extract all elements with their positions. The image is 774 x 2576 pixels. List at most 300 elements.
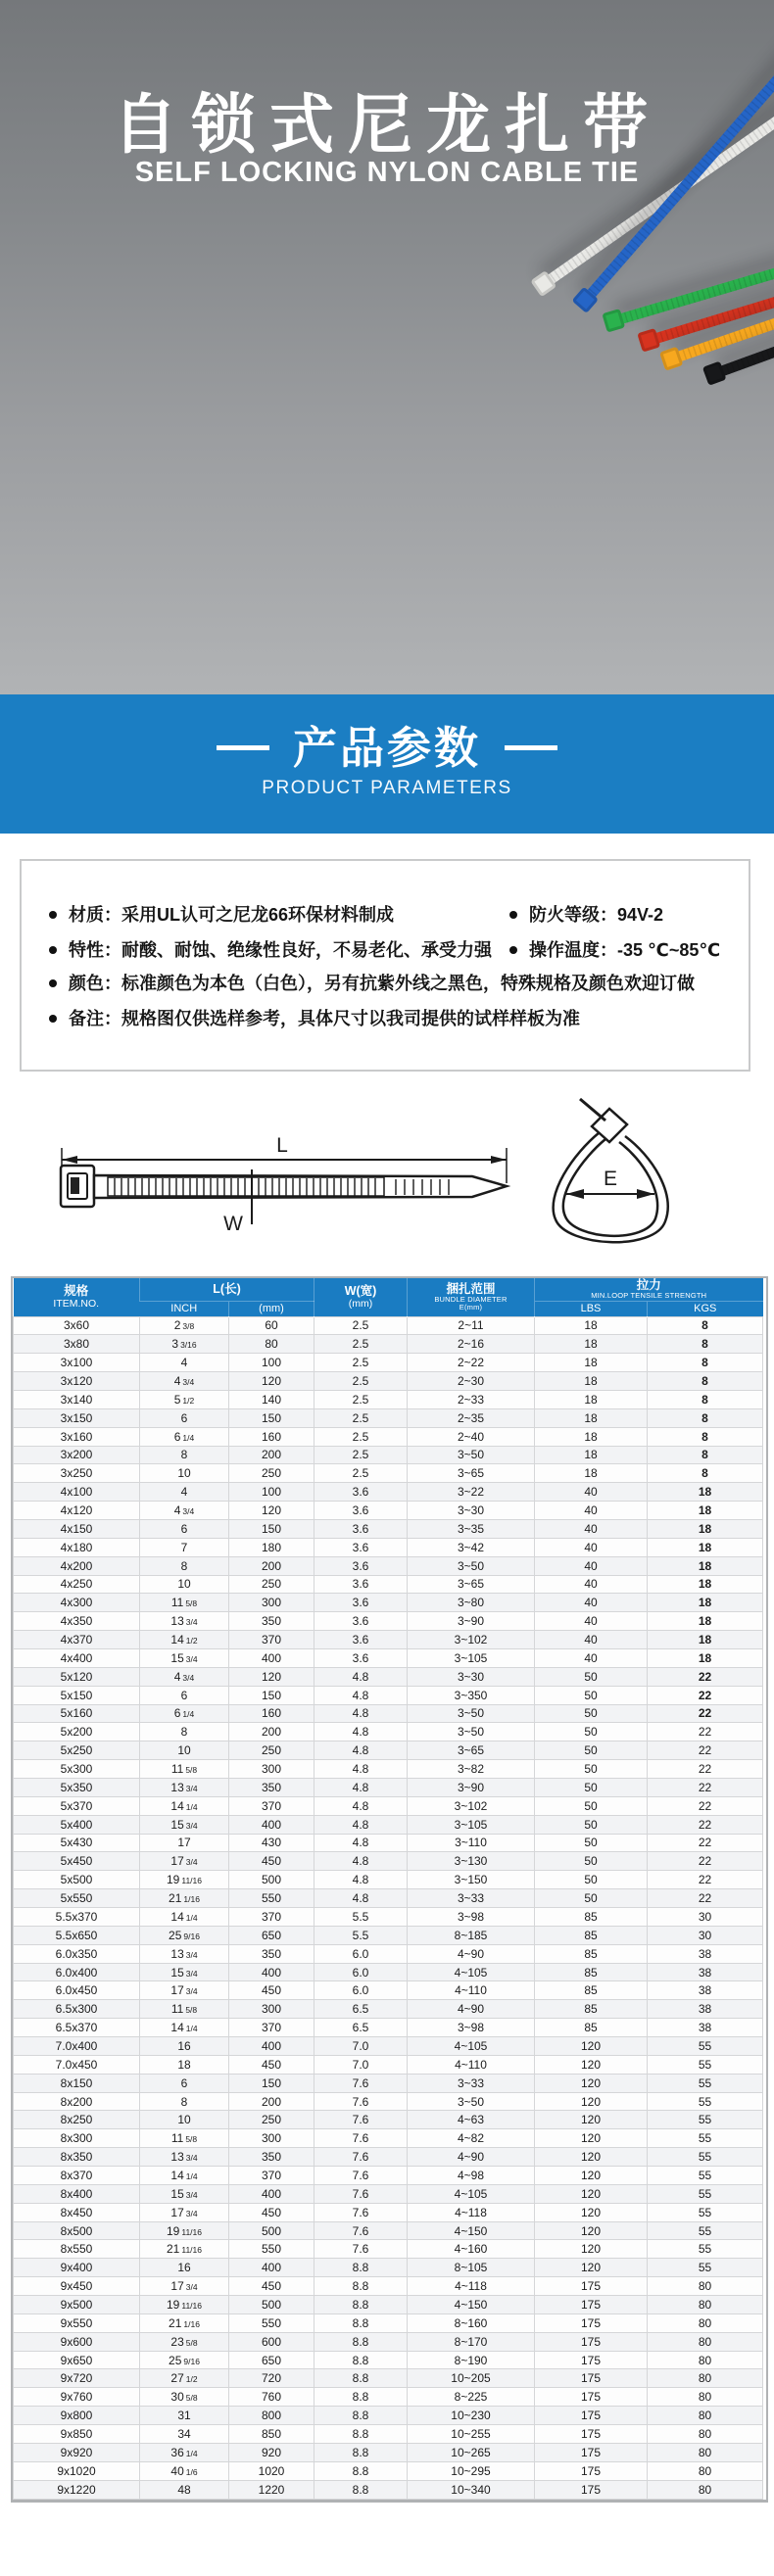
item-no-cell: 9x400 <box>14 2259 140 2277</box>
table-cell: 22 <box>648 1741 763 1760</box>
table-cell: 21 1/16 <box>140 2314 229 2332</box>
table-cell: 22 <box>648 1667 763 1686</box>
table-row <box>14 1834 763 1852</box>
table-row <box>14 2351 763 2369</box>
table-cell: 4~105 <box>408 2184 535 2203</box>
table-cell: 10~295 <box>408 2461 535 2480</box>
table-cell: 4.8 <box>314 1796 408 1815</box>
spec-table <box>13 1278 763 2500</box>
table-cell: 18 <box>535 1372 648 1391</box>
table-cell: 175 <box>535 2443 648 2461</box>
table-cell: 160 <box>229 1704 314 1723</box>
table-cell: 8.8 <box>314 2369 408 2388</box>
table-cell: 6.0 <box>314 1963 408 1981</box>
table-cell: 3.6 <box>314 1483 408 1502</box>
table-cell: 2~30 <box>408 1372 535 1391</box>
table-cell: 150 <box>229 1408 314 1427</box>
table-cell: 550 <box>229 1889 314 1908</box>
item-no-cell: 5x120 <box>14 1667 140 1686</box>
table-cell: 22 <box>648 1778 763 1796</box>
table-cell: 50 <box>535 1686 648 1704</box>
table-cell: 850 <box>229 2425 314 2444</box>
item-no-cell: 8x450 <box>14 2203 140 2221</box>
table-cell: 450 <box>229 2277 314 2296</box>
table-cell: 3~35 <box>408 1519 535 1538</box>
table-cell: 7.6 <box>314 2092 408 2111</box>
table-cell: 2~11 <box>408 1316 535 1335</box>
table-cell: 18 <box>535 1427 648 1446</box>
table-cell: 22 <box>648 1686 763 1704</box>
table-cell: 80 <box>648 2480 763 2499</box>
item-no-cell: 8x350 <box>14 2148 140 2167</box>
table-row <box>14 2407 763 2425</box>
table-cell: 120 <box>535 2148 648 2167</box>
table-cell: 50 <box>535 1667 648 1686</box>
header-bundle-unit: E(mm) <box>459 1303 483 1312</box>
table-cell: 10~255 <box>408 2425 535 2444</box>
table-cell: 50 <box>535 1741 648 1760</box>
item-no-cell: 4x100 <box>14 1483 140 1502</box>
table-cell: 8.8 <box>314 2443 408 2461</box>
table-cell: 22 <box>648 1871 763 1889</box>
table-cell: 3.6 <box>314 1556 408 1575</box>
cable-tie <box>645 195 774 346</box>
table-cell: 4.8 <box>314 1686 408 1704</box>
table-cell: 17 3/4 <box>140 2277 229 2296</box>
spec-table-body <box>14 1316 763 2499</box>
table-row <box>14 1556 763 1575</box>
table-cell: 11 5/8 <box>140 1594 229 1612</box>
table-row <box>14 2461 763 2480</box>
table-row <box>14 1667 763 1686</box>
table-cell: 4~90 <box>408 1944 535 1963</box>
table-cell: 3~105 <box>408 1648 535 1667</box>
table-cell: 120 <box>535 2074 648 2092</box>
table-cell: 8 <box>140 1446 229 1464</box>
table-cell: 23 5/8 <box>140 2332 229 2351</box>
feature-text: 颜色：标准颜色为本色（白色），另有抗紫外线之黑色，特殊规格及颜色欢迎订做 <box>69 974 695 993</box>
table-cell: 8 <box>648 1464 763 1483</box>
table-cell: 4.8 <box>314 1723 408 1741</box>
table-row <box>14 1372 763 1391</box>
feature-item <box>49 904 394 926</box>
table-cell: 3~110 <box>408 1834 535 1852</box>
table-cell: 175 <box>535 2277 648 2296</box>
table-cell: 8~225 <box>408 2388 535 2407</box>
table-cell: 120 <box>535 2167 648 2185</box>
table-cell: 3~102 <box>408 1796 535 1815</box>
col-header-length <box>140 1278 314 1301</box>
item-no-cell: 5x150 <box>14 1686 140 1704</box>
table-cell: 55 <box>648 2055 763 2074</box>
table-cell: 450 <box>229 2055 314 2074</box>
table-cell: 400 <box>229 1648 314 1667</box>
table-cell: 550 <box>229 2240 314 2259</box>
table-cell: 19 11/16 <box>140 2296 229 2314</box>
table-cell: 38 <box>648 2019 763 2037</box>
feature-text: 备注：规格图仅供选样参考，具体尺寸以我司提供的试样样板为准 <box>69 1009 580 1028</box>
table-cell: 6.5 <box>314 2019 408 2037</box>
table-cell: 22 <box>648 1704 763 1723</box>
table-cell: 15 3/4 <box>140 1963 229 1981</box>
table-row <box>14 1446 763 1464</box>
table-cell: 300 <box>229 2129 314 2148</box>
table-cell: 14 1/4 <box>140 1908 229 1927</box>
table-cell: 175 <box>535 2351 648 2369</box>
table-cell: 8.8 <box>314 2425 408 2444</box>
table-cell: 11 5/8 <box>140 2000 229 2019</box>
table-cell: 200 <box>229 2092 314 2111</box>
table-cell: 40 <box>535 1538 648 1556</box>
table-cell: 3~50 <box>408 1723 535 1741</box>
table-row <box>14 1981 763 2000</box>
table-cell: 18 <box>535 1446 648 1464</box>
table-row <box>14 2148 763 2167</box>
table-cell: 55 <box>648 2167 763 2185</box>
item-no-cell: 4x350 <box>14 1612 140 1631</box>
table-cell: 8~160 <box>408 2314 535 2332</box>
table-cell: 4~160 <box>408 2240 535 2259</box>
table-cell: 120 <box>535 2037 648 2056</box>
table-cell: 85 <box>535 1908 648 1927</box>
table-cell: 18 <box>535 1408 648 1427</box>
table-cell: 140 <box>229 1390 314 1408</box>
table-cell: 2~35 <box>408 1408 535 1427</box>
item-no-cell: 9x450 <box>14 2277 140 2296</box>
table-cell: 21 11/16 <box>140 2240 229 2259</box>
table-cell: 250 <box>229 1741 314 1760</box>
table-cell: 18 <box>535 1464 648 1483</box>
table-cell: 80 <box>648 2332 763 2351</box>
item-no-cell: 9x720 <box>14 2369 140 2388</box>
table-cell: 40 <box>535 1631 648 1649</box>
table-cell: 8 <box>648 1408 763 1427</box>
table-cell: 4~82 <box>408 2129 535 2148</box>
item-no-cell: 3x150 <box>14 1408 140 1427</box>
table-cell: 2~16 <box>408 1335 535 1354</box>
table-cell: 2 3/8 <box>140 1316 229 1335</box>
feature-text: 防火等级：94V-2 <box>529 905 664 925</box>
table-cell: 8.8 <box>314 2388 408 2407</box>
table-cell: 8.8 <box>314 2480 408 2499</box>
item-no-cell: 4x400 <box>14 1648 140 1667</box>
table-cell: 3~80 <box>408 1594 535 1612</box>
table-cell: 120 <box>229 1502 314 1520</box>
table-cell: 22 <box>648 1815 763 1834</box>
table-row <box>14 2203 763 2221</box>
table-cell: 3~30 <box>408 1502 535 1520</box>
table-cell: 3~42 <box>408 1538 535 1556</box>
table-row <box>14 2369 763 2388</box>
table-cell: 4 3/4 <box>140 1502 229 1520</box>
table-cell: 4.8 <box>314 1815 408 1834</box>
table-cell: 3~82 <box>408 1760 535 1779</box>
table-cell: 150 <box>229 1519 314 1538</box>
table-cell: 175 <box>535 2388 648 2407</box>
table-cell: 6 <box>140 1519 229 1538</box>
table-cell: 6 <box>140 1686 229 1704</box>
table-cell: 180 <box>229 1538 314 1556</box>
table-cell: 18 <box>648 1631 763 1649</box>
item-no-cell: 5.5x370 <box>14 1908 140 1927</box>
header-bundle-en: BUNDLE DIAMETER <box>434 1294 508 1304</box>
table-cell: 120 <box>535 2111 648 2129</box>
table-cell: 18 <box>648 1594 763 1612</box>
table-cell: 40 <box>535 1612 648 1631</box>
table-cell: 3.6 <box>314 1631 408 1649</box>
table-row <box>14 1390 763 1408</box>
table-cell: 8.8 <box>314 2314 408 2332</box>
item-no-cell: 8x370 <box>14 2167 140 2185</box>
table-cell: 3~33 <box>408 1889 535 1908</box>
table-cell: 22 <box>648 1834 763 1852</box>
table-row <box>14 1502 763 1520</box>
table-cell: 7.6 <box>314 2184 408 2203</box>
table-row <box>14 2074 763 2092</box>
page-title: 自锁式尼龙扎带 <box>113 88 661 161</box>
table-cell: 22 <box>648 1760 763 1779</box>
table-row <box>14 1648 763 1667</box>
table-cell: 3.6 <box>314 1519 408 1538</box>
table-cell: 120 <box>535 2259 648 2277</box>
dash-left <box>217 745 269 750</box>
item-no-cell: 3x60 <box>14 1316 140 1335</box>
table-cell: 400 <box>229 1815 314 1834</box>
table-cell: 7.0 <box>314 2037 408 2056</box>
table-cell: 8.8 <box>314 2332 408 2351</box>
table-cell: 120 <box>535 2129 648 2148</box>
table-cell: 350 <box>229 1612 314 1631</box>
table-row <box>14 1354 763 1372</box>
table-row <box>14 1889 763 1908</box>
table-cell: 6 <box>140 2074 229 2092</box>
table-cell: 2.5 <box>314 1464 408 1483</box>
table-cell: 15 3/4 <box>140 1815 229 1834</box>
table-cell: 18 <box>648 1575 763 1594</box>
table-cell: 3~50 <box>408 2092 535 2111</box>
table-cell: 80 <box>648 2296 763 2314</box>
table-row <box>14 1427 763 1446</box>
table-cell: 370 <box>229 1908 314 1927</box>
table-cell: 13 3/4 <box>140 1778 229 1796</box>
table-row <box>14 1741 763 1760</box>
table-cell: 350 <box>229 1778 314 1796</box>
table-row <box>14 2332 763 2351</box>
item-no-cell: 5x500 <box>14 1871 140 1889</box>
table-cell: 6 1/4 <box>140 1704 229 1723</box>
table-row <box>14 2111 763 2129</box>
item-no-cell: 4x180 <box>14 1538 140 1556</box>
table-cell: 350 <box>229 1944 314 1963</box>
table-cell: 3~90 <box>408 1778 535 1796</box>
table-cell: 55 <box>648 2111 763 2129</box>
item-no-cell: 3x100 <box>14 1354 140 1372</box>
table-cell: 18 <box>648 1648 763 1667</box>
hero-section <box>0 0 774 694</box>
table-cell: 5.5 <box>314 1908 408 1927</box>
item-no-cell: 3x140 <box>14 1390 140 1408</box>
table-cell: 250 <box>229 2111 314 2129</box>
table-cell: 55 <box>648 2203 763 2221</box>
bullet-icon <box>49 946 57 954</box>
table-cell: 10~265 <box>408 2443 535 2461</box>
table-cell: 175 <box>535 2407 648 2425</box>
feature-item <box>509 904 663 926</box>
table-row <box>14 1483 763 1502</box>
col-header-tensile <box>535 1278 763 1301</box>
table-cell: 175 <box>535 2480 648 2499</box>
table-cell: 7.0 <box>314 2055 408 2074</box>
table-row <box>14 1612 763 1631</box>
table-cell: 4~63 <box>408 2111 535 2129</box>
table-cell: 55 <box>648 2074 763 2092</box>
col-header-inch: INCH <box>140 1301 229 1316</box>
table-cell: 3~90 <box>408 1612 535 1631</box>
table-cell: 25 9/16 <box>140 2351 229 2369</box>
table-cell: 40 1/6 <box>140 2461 229 2480</box>
table-cell: 38 <box>648 2000 763 2019</box>
item-no-cell: 4x200 <box>14 1556 140 1575</box>
table-cell: 120 <box>535 2055 648 2074</box>
table-row <box>14 1316 763 1335</box>
table-cell: 80 <box>648 2407 763 2425</box>
table-cell: 50 <box>535 1723 648 1741</box>
table-cell: 4~98 <box>408 2167 535 2185</box>
table-row <box>14 1926 763 1944</box>
table-cell: 4.8 <box>314 1741 408 1760</box>
table-cell: 7.6 <box>314 2167 408 2185</box>
table-cell: 13 3/4 <box>140 2148 229 2167</box>
table-cell: 300 <box>229 2000 314 2019</box>
table-cell: 85 <box>535 2000 648 2019</box>
item-no-cell: 9x800 <box>14 2407 140 2425</box>
table-cell: 80 <box>648 2425 763 2444</box>
table-cell: 3 3/16 <box>140 1335 229 1354</box>
table-cell: 8 <box>648 1446 763 1464</box>
table-row <box>14 2240 763 2259</box>
item-no-cell: 5x200 <box>14 1723 140 1741</box>
table-cell: 40 <box>535 1594 648 1612</box>
table-cell: 3~350 <box>408 1686 535 1704</box>
table-cell: 80 <box>229 1335 314 1354</box>
table-cell: 3~65 <box>408 1464 535 1483</box>
table-cell: 450 <box>229 1852 314 1871</box>
table-cell: 7.6 <box>314 2074 408 2092</box>
table-cell: 15 3/4 <box>140 2184 229 2203</box>
table-cell: 50 <box>535 1796 648 1815</box>
table-cell: 17 3/4 <box>140 1852 229 1871</box>
table-cell: 120 <box>229 1372 314 1391</box>
feature-text: 操作温度：-35 ℃~85℃ <box>529 940 721 960</box>
table-cell: 4.8 <box>314 1834 408 1852</box>
item-no-cell: 3x120 <box>14 1372 140 1391</box>
item-no-cell: 9x600 <box>14 2332 140 2351</box>
table-cell: 22 <box>648 1852 763 1871</box>
table-cell: 10~230 <box>408 2407 535 2425</box>
table-cell: 430 <box>229 1834 314 1852</box>
item-no-cell: 6.0x450 <box>14 1981 140 2000</box>
table-cell: 50 <box>535 1889 648 1908</box>
item-no-cell: 9x850 <box>14 2425 140 2444</box>
table-row <box>14 1704 763 1723</box>
table-cell: 17 3/4 <box>140 1981 229 2000</box>
item-no-cell: 8x550 <box>14 2240 140 2259</box>
table-cell: 4.8 <box>314 1871 408 1889</box>
table-cell: 80 <box>648 2443 763 2461</box>
table-cell: 4~105 <box>408 1963 535 1981</box>
item-no-cell: 3x250 <box>14 1464 140 1483</box>
table-row <box>14 2296 763 2314</box>
band-title: 产品参数 <box>292 723 481 773</box>
table-row <box>14 1538 763 1556</box>
table-cell: 2~22 <box>408 1354 535 1372</box>
table-cell: 13 3/4 <box>140 1612 229 1631</box>
table-row <box>14 1908 763 1927</box>
spec-table-header <box>14 1278 763 1316</box>
table-cell: 18 <box>535 1390 648 1408</box>
table-cell: 2.5 <box>314 1354 408 1372</box>
col-header-bundle <box>408 1278 535 1316</box>
table-cell: 4~110 <box>408 1981 535 2000</box>
table-cell: 50 <box>535 1834 648 1852</box>
table-cell: 55 <box>648 2092 763 2111</box>
table-cell: 370 <box>229 1796 314 1815</box>
table-cell: 500 <box>229 2296 314 2314</box>
table-row <box>14 2277 763 2296</box>
table-cell: 17 <box>140 1834 229 1852</box>
table-cell: 4 3/4 <box>140 1372 229 1391</box>
table-cell: 27 1/2 <box>140 2369 229 2388</box>
table-row <box>14 2221 763 2240</box>
item-no-cell: 5x300 <box>14 1760 140 1779</box>
table-cell: 100 <box>229 1483 314 1502</box>
table-cell: 40 <box>535 1502 648 1520</box>
table-cell: 17 3/4 <box>140 2203 229 2221</box>
table-cell: 48 <box>140 2480 229 2499</box>
table-cell: 370 <box>229 2019 314 2037</box>
table-cell: 760 <box>229 2388 314 2407</box>
table-cell: 50 <box>535 1852 648 1871</box>
item-no-cell: 4x150 <box>14 1519 140 1538</box>
table-cell: 40 <box>535 1556 648 1575</box>
table-cell: 5.5 <box>314 1926 408 1944</box>
item-no-cell: 3x80 <box>14 1335 140 1354</box>
item-no-cell: 5x250 <box>14 1741 140 1760</box>
table-cell: 18 <box>535 1335 648 1354</box>
table-cell: 18 <box>648 1556 763 1575</box>
table-cell: 80 <box>648 2461 763 2480</box>
table-cell: 18 <box>140 2055 229 2074</box>
item-no-cell: 6.0x400 <box>14 1963 140 1981</box>
table-cell: 8~105 <box>408 2259 535 2277</box>
table-cell: 3.6 <box>314 1538 408 1556</box>
table-cell: 300 <box>229 1760 314 1779</box>
table-cell: 40 <box>535 1519 648 1538</box>
table-row <box>14 2184 763 2203</box>
table-row <box>14 1723 763 1741</box>
table-cell: 55 <box>648 2184 763 2203</box>
feature-item <box>49 973 695 994</box>
table-cell: 8.8 <box>314 2259 408 2277</box>
item-no-cell: 5.5x650 <box>14 1926 140 1944</box>
table-cell: 22 <box>648 1796 763 1815</box>
table-cell: 8.8 <box>314 2277 408 2296</box>
item-no-cell: 3x160 <box>14 1427 140 1446</box>
table-row <box>14 1852 763 1871</box>
item-no-cell: 9x1220 <box>14 2480 140 2499</box>
table-cell: 2~33 <box>408 1390 535 1408</box>
table-cell: 370 <box>229 1631 314 1649</box>
